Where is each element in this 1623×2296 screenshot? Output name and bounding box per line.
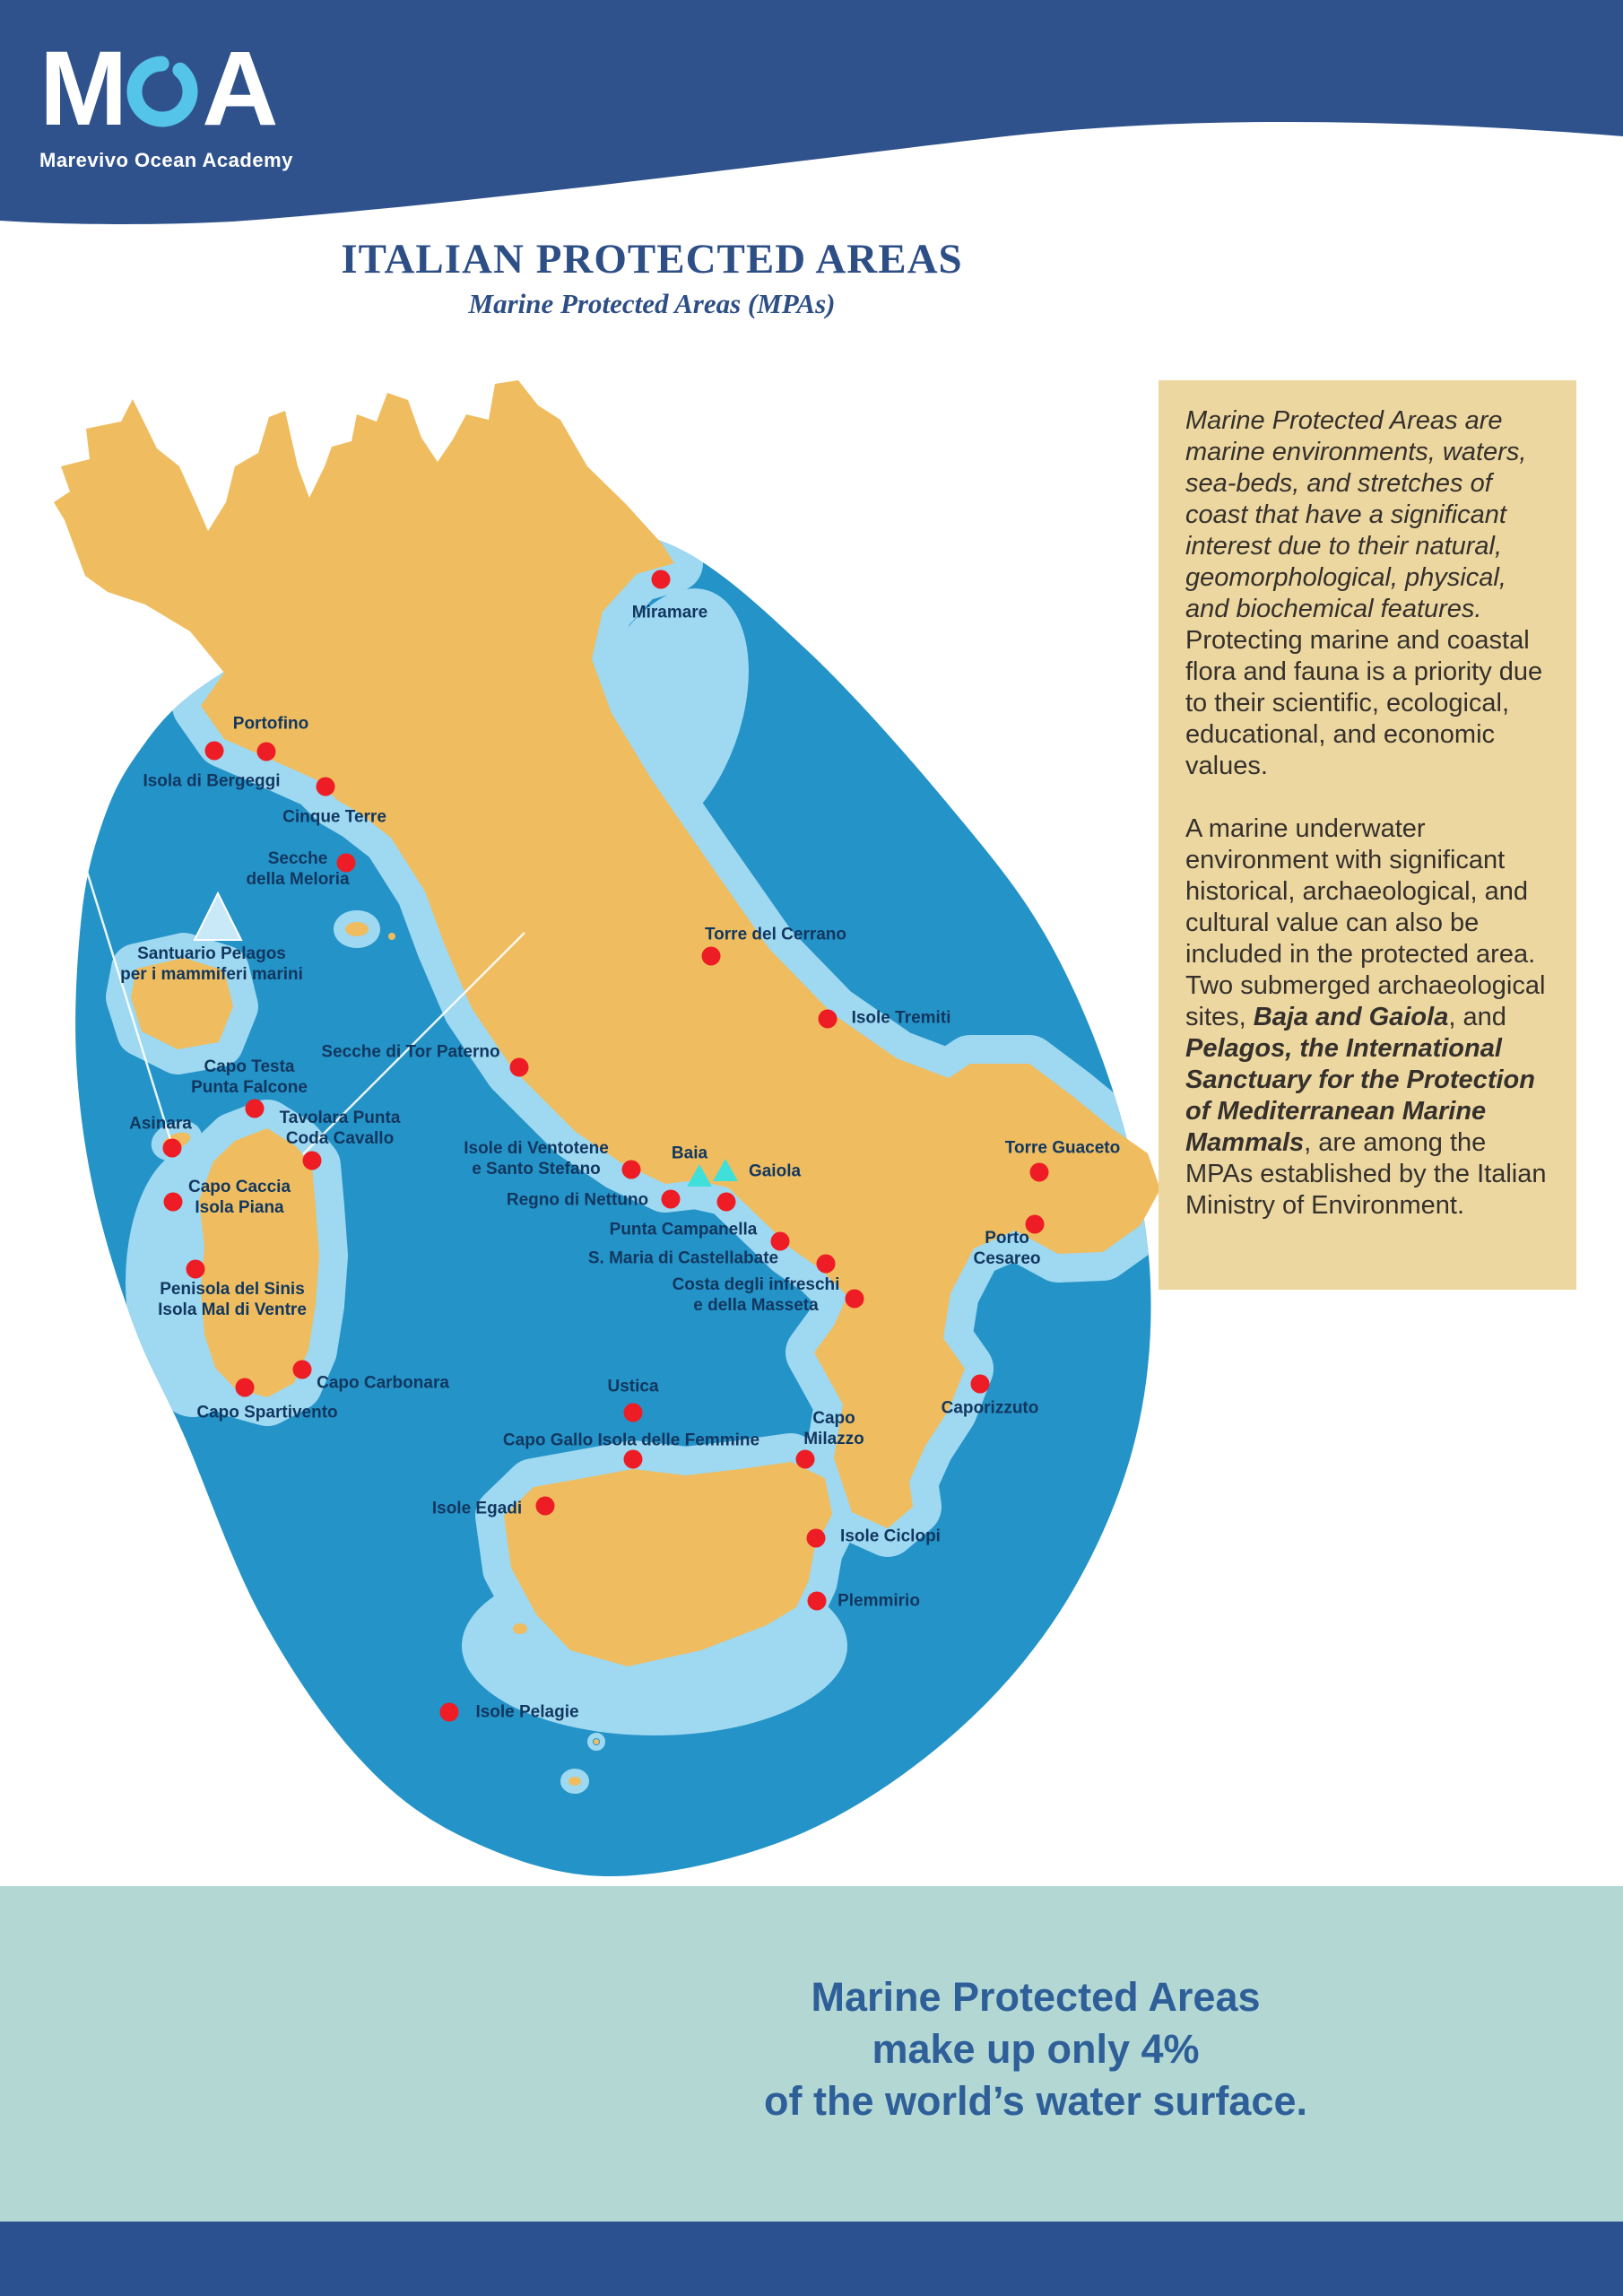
map-label: Asinara bbox=[129, 1114, 192, 1134]
mpa-dot bbox=[205, 742, 224, 761]
map-label: Torre del Cerrano bbox=[704, 925, 847, 944]
mpa-dot bbox=[164, 1193, 183, 1212]
mpa-dot bbox=[1026, 1215, 1045, 1234]
mpa-dot bbox=[337, 854, 356, 873]
moa-acronym bbox=[39, 30, 293, 148]
mpa-dot bbox=[796, 1450, 815, 1469]
map-label: Capo Spartivento bbox=[196, 1403, 338, 1422]
mpa-dot bbox=[163, 1139, 182, 1158]
mpa-dot bbox=[771, 1232, 790, 1251]
map-label: Torre Guaceto bbox=[1004, 1138, 1121, 1158]
map-label: Baia bbox=[671, 1144, 708, 1163]
moa-logo bbox=[39, 30, 293, 171]
mpa-dot bbox=[257, 743, 276, 761]
banner-text bbox=[574, 1971, 1497, 2127]
info-box bbox=[1159, 380, 1576, 1290]
map-label: Secche di Tor Paterno bbox=[321, 1042, 500, 1062]
mpa-dot bbox=[817, 1255, 836, 1274]
mpa-dot bbox=[187, 1260, 205, 1279]
page-title: ITALIAN PROTECTED AREAS bbox=[341, 236, 963, 283]
map-label: Plemmirio bbox=[838, 1591, 920, 1611]
header-banner bbox=[0, 0, 1623, 242]
banner-line-2: make up only 4% bbox=[872, 2026, 1200, 2072]
small-island bbox=[388, 933, 395, 940]
map-label: Ustica bbox=[607, 1377, 659, 1396]
mpa-dot bbox=[662, 1190, 681, 1209]
map-label: Capo Milazzo bbox=[803, 1409, 864, 1448]
mpa-dot bbox=[317, 778, 335, 796]
map-label: Tavolara Punta Coda Cavallo bbox=[279, 1109, 401, 1148]
map-label: Isole Ciclopi bbox=[840, 1526, 941, 1546]
elba-island bbox=[345, 922, 369, 936]
map-label: Porto Cesareo bbox=[973, 1229, 1041, 1268]
mpa-dot bbox=[652, 570, 671, 589]
map-label: Miramare bbox=[631, 603, 708, 622]
title-block bbox=[248, 237, 1055, 319]
footer-bar bbox=[0, 2222, 1623, 2296]
map-label: Capo Carbonara bbox=[317, 1373, 449, 1393]
map-label: Isole Pelagie bbox=[475, 1702, 579, 1722]
mpa-dot bbox=[622, 1161, 641, 1179]
map-label: Penisola del Sinis Isola Mal di Ventre bbox=[158, 1280, 307, 1319]
map-label: Capo Caccia Isola Piana bbox=[187, 1178, 291, 1217]
map-label: Regno di Nettuno bbox=[506, 1190, 649, 1210]
mpa-dot bbox=[971, 1375, 990, 1394]
map-label: Punta Campanella bbox=[609, 1220, 758, 1239]
map-label: Portofino bbox=[232, 714, 309, 734]
mpa-dot bbox=[236, 1378, 255, 1397]
logo-wordmark: Marevivo Ocean Academy bbox=[39, 149, 293, 171]
mpa-dot bbox=[293, 1361, 312, 1379]
logo-letter-a: A bbox=[202, 30, 274, 148]
malta-island bbox=[568, 1777, 581, 1786]
map-label: Caporizzuto bbox=[941, 1398, 1039, 1418]
mpa-dot bbox=[808, 1592, 827, 1611]
sardinia bbox=[199, 1128, 319, 1397]
mpa-dot bbox=[702, 947, 721, 966]
mpa-dot bbox=[846, 1290, 864, 1309]
small-island bbox=[594, 1739, 599, 1744]
map-label: Secche della Meloria bbox=[246, 849, 350, 889]
map-label: Gaiola bbox=[748, 1161, 802, 1181]
mpa-dot bbox=[246, 1100, 265, 1118]
map-label: Isole di Ventotene e Santo Stefano bbox=[464, 1139, 609, 1178]
mpa-dot bbox=[510, 1058, 529, 1077]
map-label: Isole Tremiti bbox=[851, 1008, 951, 1028]
map-label: Isola di Bergeggi bbox=[143, 771, 281, 791]
mpa-dot bbox=[624, 1450, 643, 1469]
mpa-dot bbox=[717, 1193, 736, 1212]
logo-letter-m: M bbox=[39, 30, 124, 148]
map-label: Capo Testa Punta Falcone bbox=[191, 1057, 308, 1097]
mpa-dot bbox=[536, 1497, 555, 1516]
map-label: Santuario Pelagos per i mammiferi marini bbox=[120, 944, 303, 984]
info-paragraph-1: Marine Protected Areas are marine environments, waters, sea-beds, and stretches of coast that have a significant interest due to their natural, geomorphological, physical, and biochemical features. Protecting marine and coastal flora and fauna is a priority due to their scientific, ecological, educational, and economic values. bbox=[1185, 406, 1543, 780]
pantelleria-island bbox=[513, 1623, 527, 1634]
map-label: Costa degli infreschi e della Masseta bbox=[672, 1275, 840, 1315]
banner-line-1: Marine Protected Areas bbox=[811, 1974, 1261, 2020]
banner-line-3: of the world’s water surface. bbox=[764, 2078, 1307, 2124]
mpa-dot bbox=[440, 1703, 459, 1722]
logo-o-swirl-icon bbox=[121, 50, 204, 133]
mpa-dot bbox=[1030, 1163, 1049, 1182]
map-label: Capo Gallo Isola delle Femmine bbox=[502, 1431, 760, 1450]
map-label: S. Maria di Castellabate bbox=[587, 1248, 779, 1268]
page-subtitle: Marine Protected Areas (MPAs) bbox=[468, 287, 836, 319]
mpa-dot bbox=[303, 1152, 322, 1170]
info-paragraph-2: A marine underwater environment with significant historical, archaeological, and cultural value can also be included in the protected area. Two submerged archaeological sites, Baja and Gaiola, and Pelagos, the International Sanctuary for the Protection of Mediterranean Marine Mammals, are among the MPAs established by the Italian Ministry of Environment. bbox=[1185, 814, 1547, 1220]
map-label: Cinque Terre bbox=[282, 807, 386, 827]
mpa-dot bbox=[624, 1404, 643, 1422]
mpa-dot bbox=[819, 1010, 838, 1029]
mpa-dot bbox=[807, 1529, 826, 1548]
map-label: Isole Egadi bbox=[431, 1499, 523, 1518]
